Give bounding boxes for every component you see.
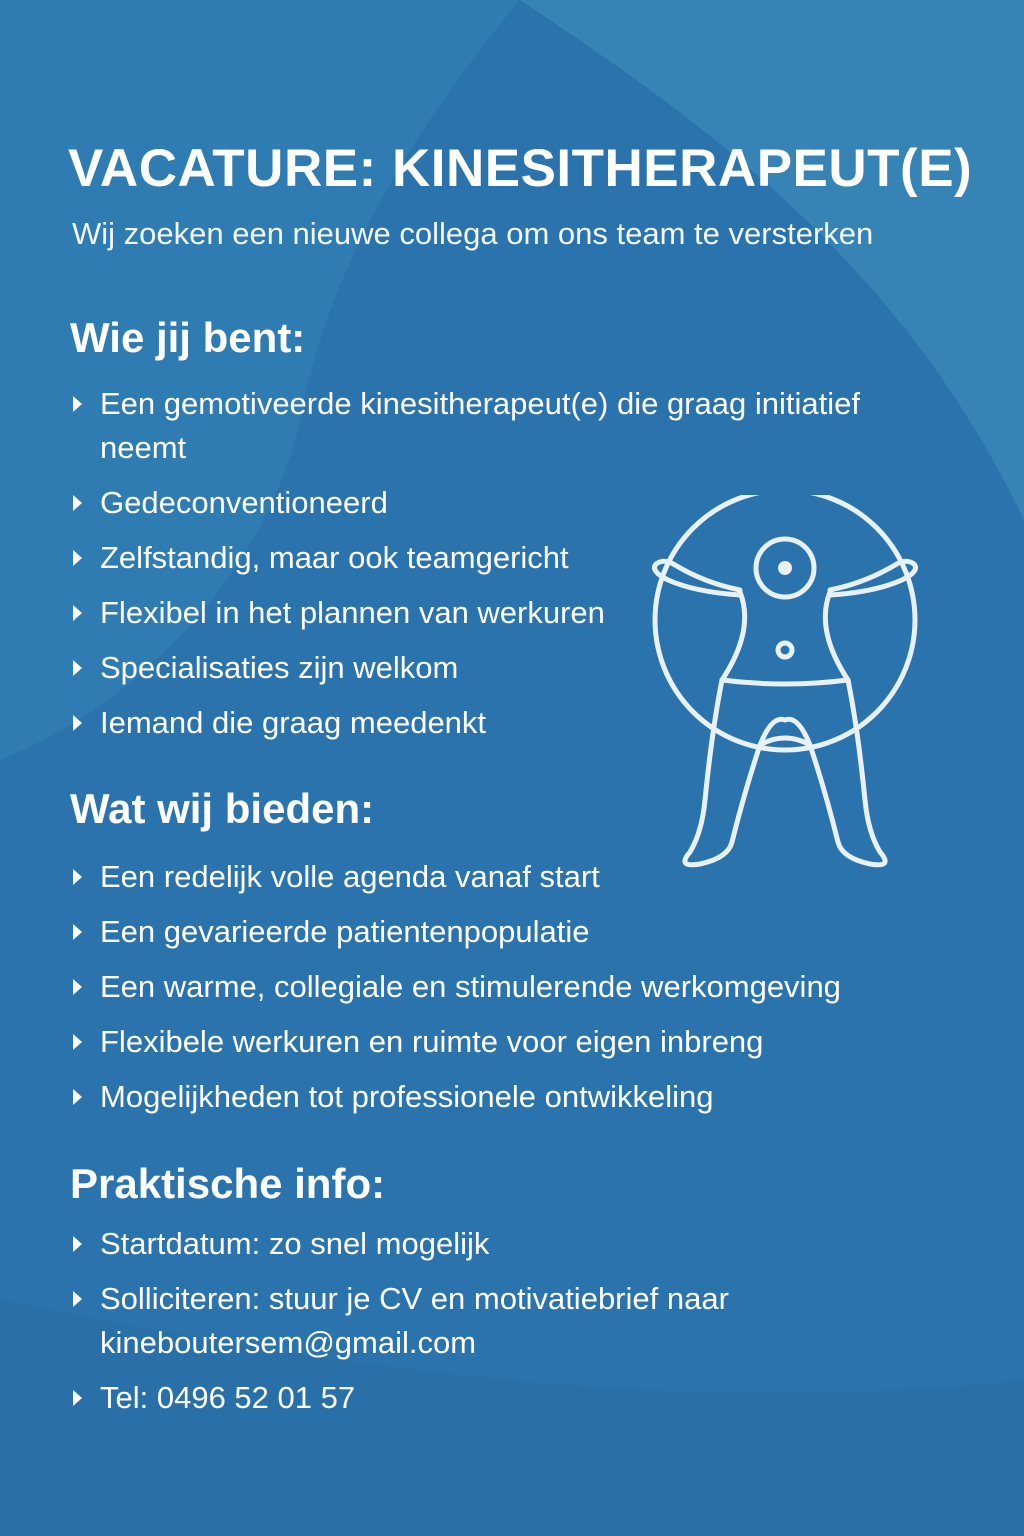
triangle-bullet-icon <box>73 605 82 621</box>
triangle-bullet-icon <box>73 979 82 995</box>
list-item <box>70 910 970 954</box>
triangle-bullet-icon <box>73 1089 82 1105</box>
list-item <box>70 591 950 635</box>
section-heading-offer: Wat wij bieden: <box>70 785 375 832</box>
list-item-text: Een warme, collegiale en stimulerende werkomgeving <box>100 969 841 1004</box>
list-item-text: Specialisaties zijn welkom <box>100 650 459 685</box>
triangle-bullet-icon <box>73 1291 82 1307</box>
list-item <box>70 1075 970 1119</box>
triangle-bullet-icon <box>73 924 82 940</box>
list-item <box>70 1277 830 1365</box>
triangle-bullet-icon <box>73 1390 82 1406</box>
triangle-bullet-icon <box>73 660 82 676</box>
list-item <box>70 1020 970 1064</box>
list-item-text: Een gevarieerde patientenpopulatie <box>100 914 590 949</box>
practical-list <box>70 1222 830 1420</box>
list-item-text: Flexibel in het plannen van werkuren <box>100 595 605 630</box>
list-item-text: Mogelijkheden tot professionele ontwikkeling <box>100 1079 714 1114</box>
list-item-text: Zelfstandig, maar ook teamgericht <box>100 540 569 575</box>
list-item <box>70 382 950 470</box>
list-item <box>70 646 950 690</box>
list-item <box>70 1376 830 1420</box>
list-item <box>70 1222 830 1266</box>
list-item <box>70 481 950 525</box>
section-heading-profile: Wie jij bent: <box>70 314 306 361</box>
list-item <box>70 855 970 899</box>
list-item-text: Een redelijk volle agenda vanaf start <box>100 859 600 894</box>
list-item-text: Tel: 0496 52 01 57 <box>100 1380 356 1415</box>
triangle-bullet-icon <box>73 1034 82 1050</box>
poster-subtitle: Wij zoeken een nieuwe collega om ons team te versterken <box>72 216 874 251</box>
triangle-bullet-icon <box>73 396 82 412</box>
list-item-text: Solliciteren: stuur je CV en motivatiebrief naar kineboutersem@gmail.com <box>100 1281 729 1360</box>
triangle-bullet-icon <box>73 550 82 566</box>
list-item <box>70 701 950 745</box>
list-item <box>70 965 970 1009</box>
list-item-text: Een gemotiveerde kinesitherapeut(e) die graag initiatief neemt <box>100 386 860 465</box>
triangle-bullet-icon <box>73 1236 82 1252</box>
triangle-bullet-icon <box>73 495 82 511</box>
triangle-bullet-icon <box>73 715 82 731</box>
profile-list <box>70 382 950 745</box>
triangle-bullet-icon <box>73 869 82 885</box>
list-item-text: Iemand die graag meedenkt <box>100 705 487 740</box>
poster-title: VACATURE: KINESITHERAPEUT(E) <box>68 139 973 198</box>
list-item <box>70 536 950 580</box>
list-item-text: Flexibele werkuren en ruimte voor eigen inbreng <box>100 1024 764 1059</box>
offer-list <box>70 855 970 1119</box>
section-heading-practical: Praktische info: <box>70 1160 386 1207</box>
list-item-text: Startdatum: zo snel mogelijk <box>100 1226 490 1261</box>
list-item-text: Gedeconventioneerd <box>100 485 388 520</box>
